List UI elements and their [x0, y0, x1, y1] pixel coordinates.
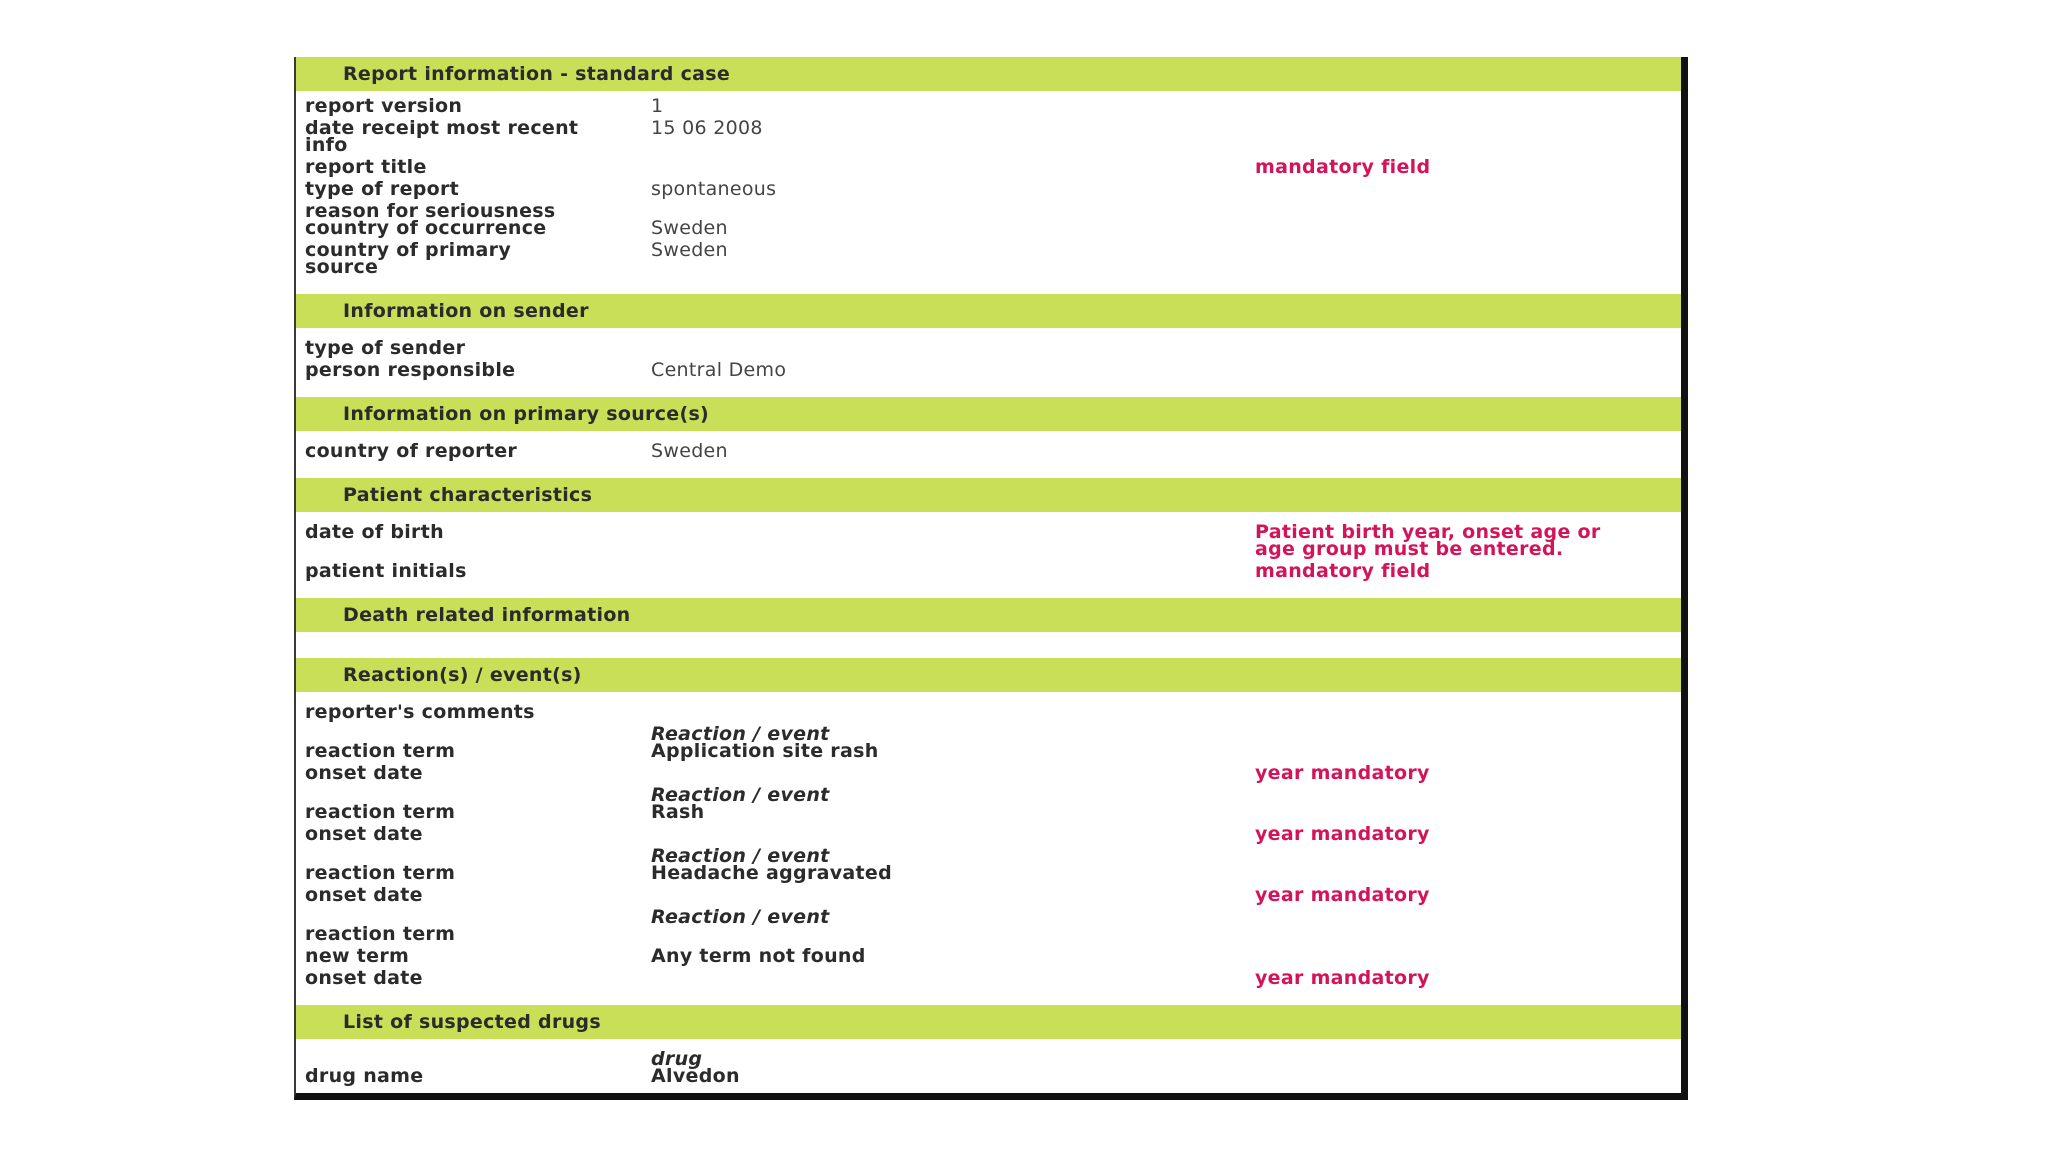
- reporters-comments-label: reporter's comments: [305, 701, 535, 723]
- country-occurrence-label: country of occurrence: [305, 217, 547, 239]
- onset-date-label: onset date: [305, 762, 423, 784]
- person-responsible-value: Central Demo: [651, 359, 787, 381]
- country-occurrence-value: Sweden: [651, 217, 728, 239]
- reaction-term-value: Rash: [651, 801, 705, 823]
- type-of-report-label: type of report: [305, 178, 460, 200]
- country-primary-source-label: country of primary: [305, 239, 512, 261]
- country-of-reporter-label: country of reporter: [305, 440, 518, 462]
- report-title-warning: mandatory field: [1255, 156, 1431, 178]
- reaction-heading: Reaction / event: [651, 845, 830, 867]
- country-primary-source-label-cont: source: [305, 256, 379, 278]
- section-header-death: Death related information: [296, 598, 1681, 632]
- drug-heading: drug: [651, 1048, 703, 1070]
- reaction-heading: Reaction / event: [651, 784, 830, 806]
- report-version-label: report version: [305, 95, 463, 117]
- onset-year-warning: year mandatory: [1255, 884, 1430, 906]
- onset-year-warning: year mandatory: [1255, 762, 1430, 784]
- reaction-term-label: reaction term: [305, 862, 456, 884]
- section-header-drugs: List of suspected drugs: [296, 1005, 1681, 1039]
- onset-date-label: onset date: [305, 884, 423, 906]
- section-header-primary-source: Information on primary source(s): [296, 397, 1681, 431]
- section-header-report-information: Report information - standard case: [296, 57, 1681, 91]
- onset-year-warning: year mandatory: [1255, 967, 1430, 989]
- onset-year-warning: year mandatory: [1255, 823, 1430, 845]
- reaction-term-label: reaction term: [305, 801, 456, 823]
- date-receipt-label: date receipt most recent: [305, 117, 579, 139]
- country-of-reporter-value: Sweden: [651, 440, 728, 462]
- report-panel: [294, 57, 1688, 1100]
- type-of-report-value: spontaneous: [651, 178, 777, 200]
- birth-year-warning-cont: age group must be entered.: [1255, 538, 1564, 560]
- reaction-term-label: reaction term: [305, 923, 456, 945]
- date-of-birth-label: date of birth: [305, 521, 444, 543]
- onset-date-label: onset date: [305, 823, 423, 845]
- type-of-sender-label: type of sender: [305, 337, 466, 359]
- reaction-term-value: Application site rash: [651, 740, 879, 762]
- birth-year-warning: Patient birth year, onset age or: [1255, 521, 1601, 543]
- new-term-label: new term: [305, 945, 410, 967]
- patient-initials-warning: mandatory field: [1255, 560, 1431, 582]
- new-term-value: Any term not found: [651, 945, 866, 967]
- date-receipt-label-cont: info: [305, 134, 348, 156]
- section-header-sender: Information on sender: [296, 294, 1681, 328]
- reaction-heading: Reaction / event: [651, 723, 830, 745]
- drug-name-value: Alvedon: [651, 1065, 740, 1087]
- date-receipt-value: 15 06 2008: [651, 117, 763, 139]
- country-primary-source-value: Sweden: [651, 239, 728, 261]
- person-responsible-label: person responsible: [305, 359, 516, 381]
- reaction-heading: Reaction / event: [651, 906, 830, 928]
- report-title-label: report title: [305, 156, 427, 178]
- patient-initials-label: patient initials: [305, 560, 467, 582]
- reason-seriousness-label: reason for seriousness: [305, 200, 556, 222]
- report-version-value: 1: [651, 95, 664, 117]
- drug-name-label: drug name: [305, 1065, 424, 1087]
- reaction-term-value: Headache aggravated: [651, 862, 893, 884]
- section-header-patient: Patient characteristics: [296, 478, 1681, 512]
- onset-date-label: onset date: [305, 967, 423, 989]
- section-header-reactions: Reaction(s) / event(s): [296, 658, 1681, 692]
- reaction-term-label: reaction term: [305, 740, 456, 762]
